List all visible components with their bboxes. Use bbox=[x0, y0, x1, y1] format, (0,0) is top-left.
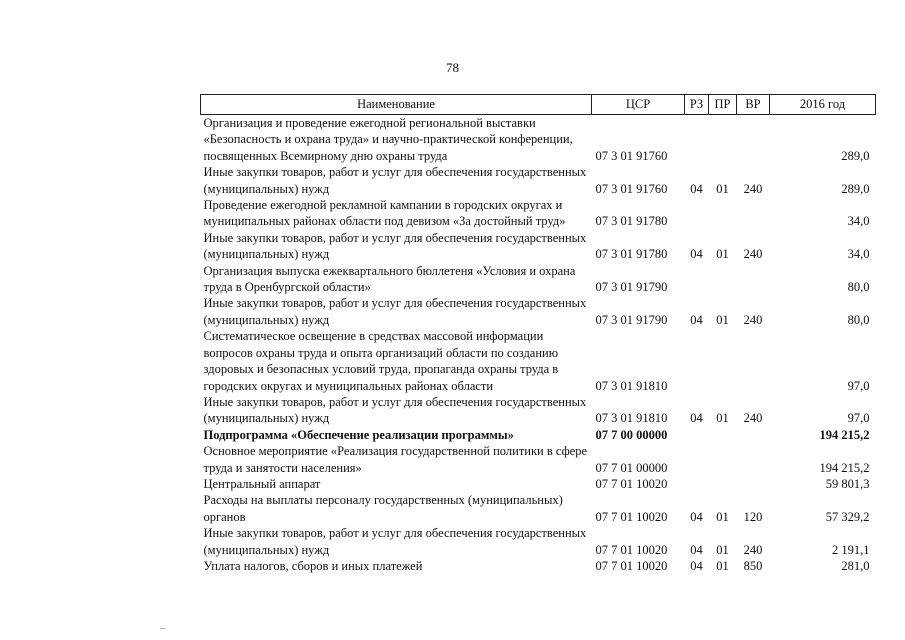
header-csr: ЦСР bbox=[592, 95, 685, 115]
row-pr: 01 bbox=[716, 558, 729, 573]
row-csr: 07 7 01 10020 bbox=[595, 509, 668, 524]
header-rz: РЗ bbox=[685, 95, 709, 115]
row-csr: 07 3 01 91790 bbox=[595, 280, 668, 295]
table-row bbox=[201, 525, 876, 558]
row-name: Иные закупки товаров, работ и услуг для обеспечения государственных (муниципальных) нужд bbox=[203, 394, 587, 426]
stray-mark bbox=[160, 628, 166, 629]
header-year: 2016 год bbox=[770, 95, 876, 115]
row-amount: 97,0 bbox=[847, 411, 870, 426]
table-row bbox=[201, 263, 876, 296]
row-name: Иные закупки товаров, работ и услуг для обеспечения государственных (муниципальных) нужд bbox=[203, 526, 587, 557]
row-pr bbox=[709, 427, 737, 443]
row-name: Иные закупки товаров, работ и услуг для обеспечения государственных (муниципальных) нужд bbox=[203, 296, 587, 327]
row-pr bbox=[709, 197, 737, 230]
row-amount: 59 801,3 bbox=[825, 476, 870, 491]
row-vr bbox=[737, 328, 770, 394]
row-rz: 04 bbox=[690, 247, 703, 262]
row-vr: 240 bbox=[743, 411, 763, 426]
row-amount: 2 191,1 bbox=[832, 542, 870, 557]
row-amount: 34,0 bbox=[847, 247, 870, 262]
row-amount: 80,0 bbox=[847, 280, 870, 295]
row-rz bbox=[685, 115, 709, 165]
row-pr: 01 bbox=[716, 247, 729, 262]
row-name: Организация и проведение ежегодной региональной выставки «Безопасность и охрана труда» и научно-практической конференции, посвященных Всемирному дню охраны труда bbox=[203, 116, 573, 163]
row-vr bbox=[737, 476, 770, 492]
row-vr bbox=[737, 263, 770, 296]
row-csr: 07 7 01 10020 bbox=[595, 558, 668, 573]
row-csr: 07 7 01 00000 bbox=[595, 460, 668, 475]
row-rz: 04 bbox=[690, 312, 703, 327]
row-pr: 01 bbox=[716, 181, 729, 196]
row-rz: 04 bbox=[690, 542, 703, 557]
row-amount: 194 215,2 bbox=[819, 460, 870, 475]
row-csr: 07 3 01 91780 bbox=[595, 247, 668, 262]
row-rz: 04 bbox=[690, 558, 703, 573]
row-amount: 281,0 bbox=[841, 558, 870, 573]
row-rz bbox=[685, 427, 709, 443]
table-row bbox=[201, 230, 876, 263]
row-csr: 07 3 01 91780 bbox=[595, 214, 668, 229]
row-pr bbox=[709, 115, 737, 165]
header-vr: ВР bbox=[737, 95, 770, 115]
row-name: Уплата налогов, сборов и иных платежей bbox=[203, 558, 423, 573]
row-amount: 194 215,2 bbox=[819, 427, 870, 442]
row-vr: 240 bbox=[743, 542, 763, 557]
row-rz: 04 bbox=[690, 181, 703, 196]
row-amount: 97,0 bbox=[847, 378, 870, 393]
row-name: Организация выпуска ежеквартального бюллетеня «Условия и охрана труда в Оренбургской области» bbox=[203, 263, 576, 295]
row-name: Основное мероприятие «Реализация государственной политики в сфере труда и занятости населения» bbox=[203, 444, 588, 475]
row-csr: 07 3 01 91760 bbox=[595, 181, 668, 196]
row-csr: 07 3 01 91810 bbox=[595, 411, 668, 426]
row-pr: 01 bbox=[716, 312, 729, 327]
table-row bbox=[201, 394, 876, 427]
table-row bbox=[201, 427, 876, 443]
row-csr: 07 7 01 10020 bbox=[595, 476, 668, 491]
table-header-row bbox=[201, 95, 876, 115]
table-row bbox=[201, 328, 876, 394]
row-rz bbox=[685, 328, 709, 394]
row-name: Проведение ежегодной рекламной кампании в городских округах и муниципальных районах области под девизом «За достойный труд» bbox=[203, 198, 566, 229]
row-rz: 04 bbox=[690, 509, 703, 524]
budget-table bbox=[200, 94, 876, 574]
table-row bbox=[201, 476, 876, 492]
row-csr: 07 7 00 00000 bbox=[595, 427, 668, 442]
row-pr bbox=[709, 328, 737, 394]
row-pr bbox=[709, 263, 737, 296]
row-amount: 289,0 bbox=[841, 148, 870, 163]
row-csr: 07 3 01 91810 bbox=[595, 378, 668, 393]
row-pr: 01 bbox=[716, 509, 729, 524]
row-amount: 289,0 bbox=[841, 181, 870, 196]
header-name: Наименование bbox=[201, 95, 592, 115]
row-name: Подпрограмма «Обеспечение реализации программы» bbox=[203, 427, 514, 442]
row-rz bbox=[685, 476, 709, 492]
row-csr: 07 7 01 10020 bbox=[595, 542, 668, 557]
row-vr bbox=[737, 443, 770, 476]
row-vr bbox=[737, 427, 770, 443]
row-rz: 04 bbox=[690, 411, 703, 426]
row-name: Систематическое освещение в средствах массовой информации вопросов охраны труда и опыта организаций области по созданию здоровых и безопасных условий труда, пропаганда охраны труда в городских округах и муниципальных районах области bbox=[203, 329, 559, 393]
row-name: Иные закупки товаров, работ и услуг для обеспечения государственных (муниципальных) нужд bbox=[203, 230, 587, 262]
header-pr: ПР bbox=[709, 95, 737, 115]
row-vr: 850 bbox=[743, 558, 763, 573]
row-name: Иные закупки товаров, работ и услуг для обеспечения государственных (муниципальных) нужд bbox=[203, 165, 587, 196]
row-rz bbox=[685, 197, 709, 230]
row-vr: 120 bbox=[743, 509, 763, 524]
row-amount: 57 329,2 bbox=[825, 509, 870, 524]
row-vr: 240 bbox=[743, 312, 763, 327]
row-vr bbox=[737, 115, 770, 165]
page-number: 78 bbox=[446, 60, 459, 75]
row-amount: 34,0 bbox=[847, 214, 870, 229]
row-amount: 80,0 bbox=[847, 312, 870, 327]
row-rz bbox=[685, 263, 709, 296]
row-pr: 01 bbox=[716, 542, 729, 557]
row-pr bbox=[709, 443, 737, 476]
table-row bbox=[201, 295, 876, 328]
table-row bbox=[201, 197, 876, 230]
row-name: Расходы на выплаты персоналу государственных (муниципальных) органов bbox=[203, 493, 563, 524]
row-name: Центральный аппарат bbox=[203, 476, 321, 491]
table-row bbox=[201, 558, 876, 574]
row-vr bbox=[737, 197, 770, 230]
row-csr: 07 3 01 91790 bbox=[595, 312, 668, 327]
row-vr: 240 bbox=[743, 247, 763, 262]
table-row bbox=[201, 164, 876, 197]
row-pr bbox=[709, 476, 737, 492]
table-row bbox=[201, 492, 876, 525]
row-csr: 07 3 01 91760 bbox=[595, 148, 668, 163]
row-pr: 01 bbox=[716, 411, 729, 426]
table-row bbox=[201, 115, 876, 165]
row-rz bbox=[685, 443, 709, 476]
table-row bbox=[201, 443, 876, 476]
row-vr: 240 bbox=[743, 181, 763, 196]
